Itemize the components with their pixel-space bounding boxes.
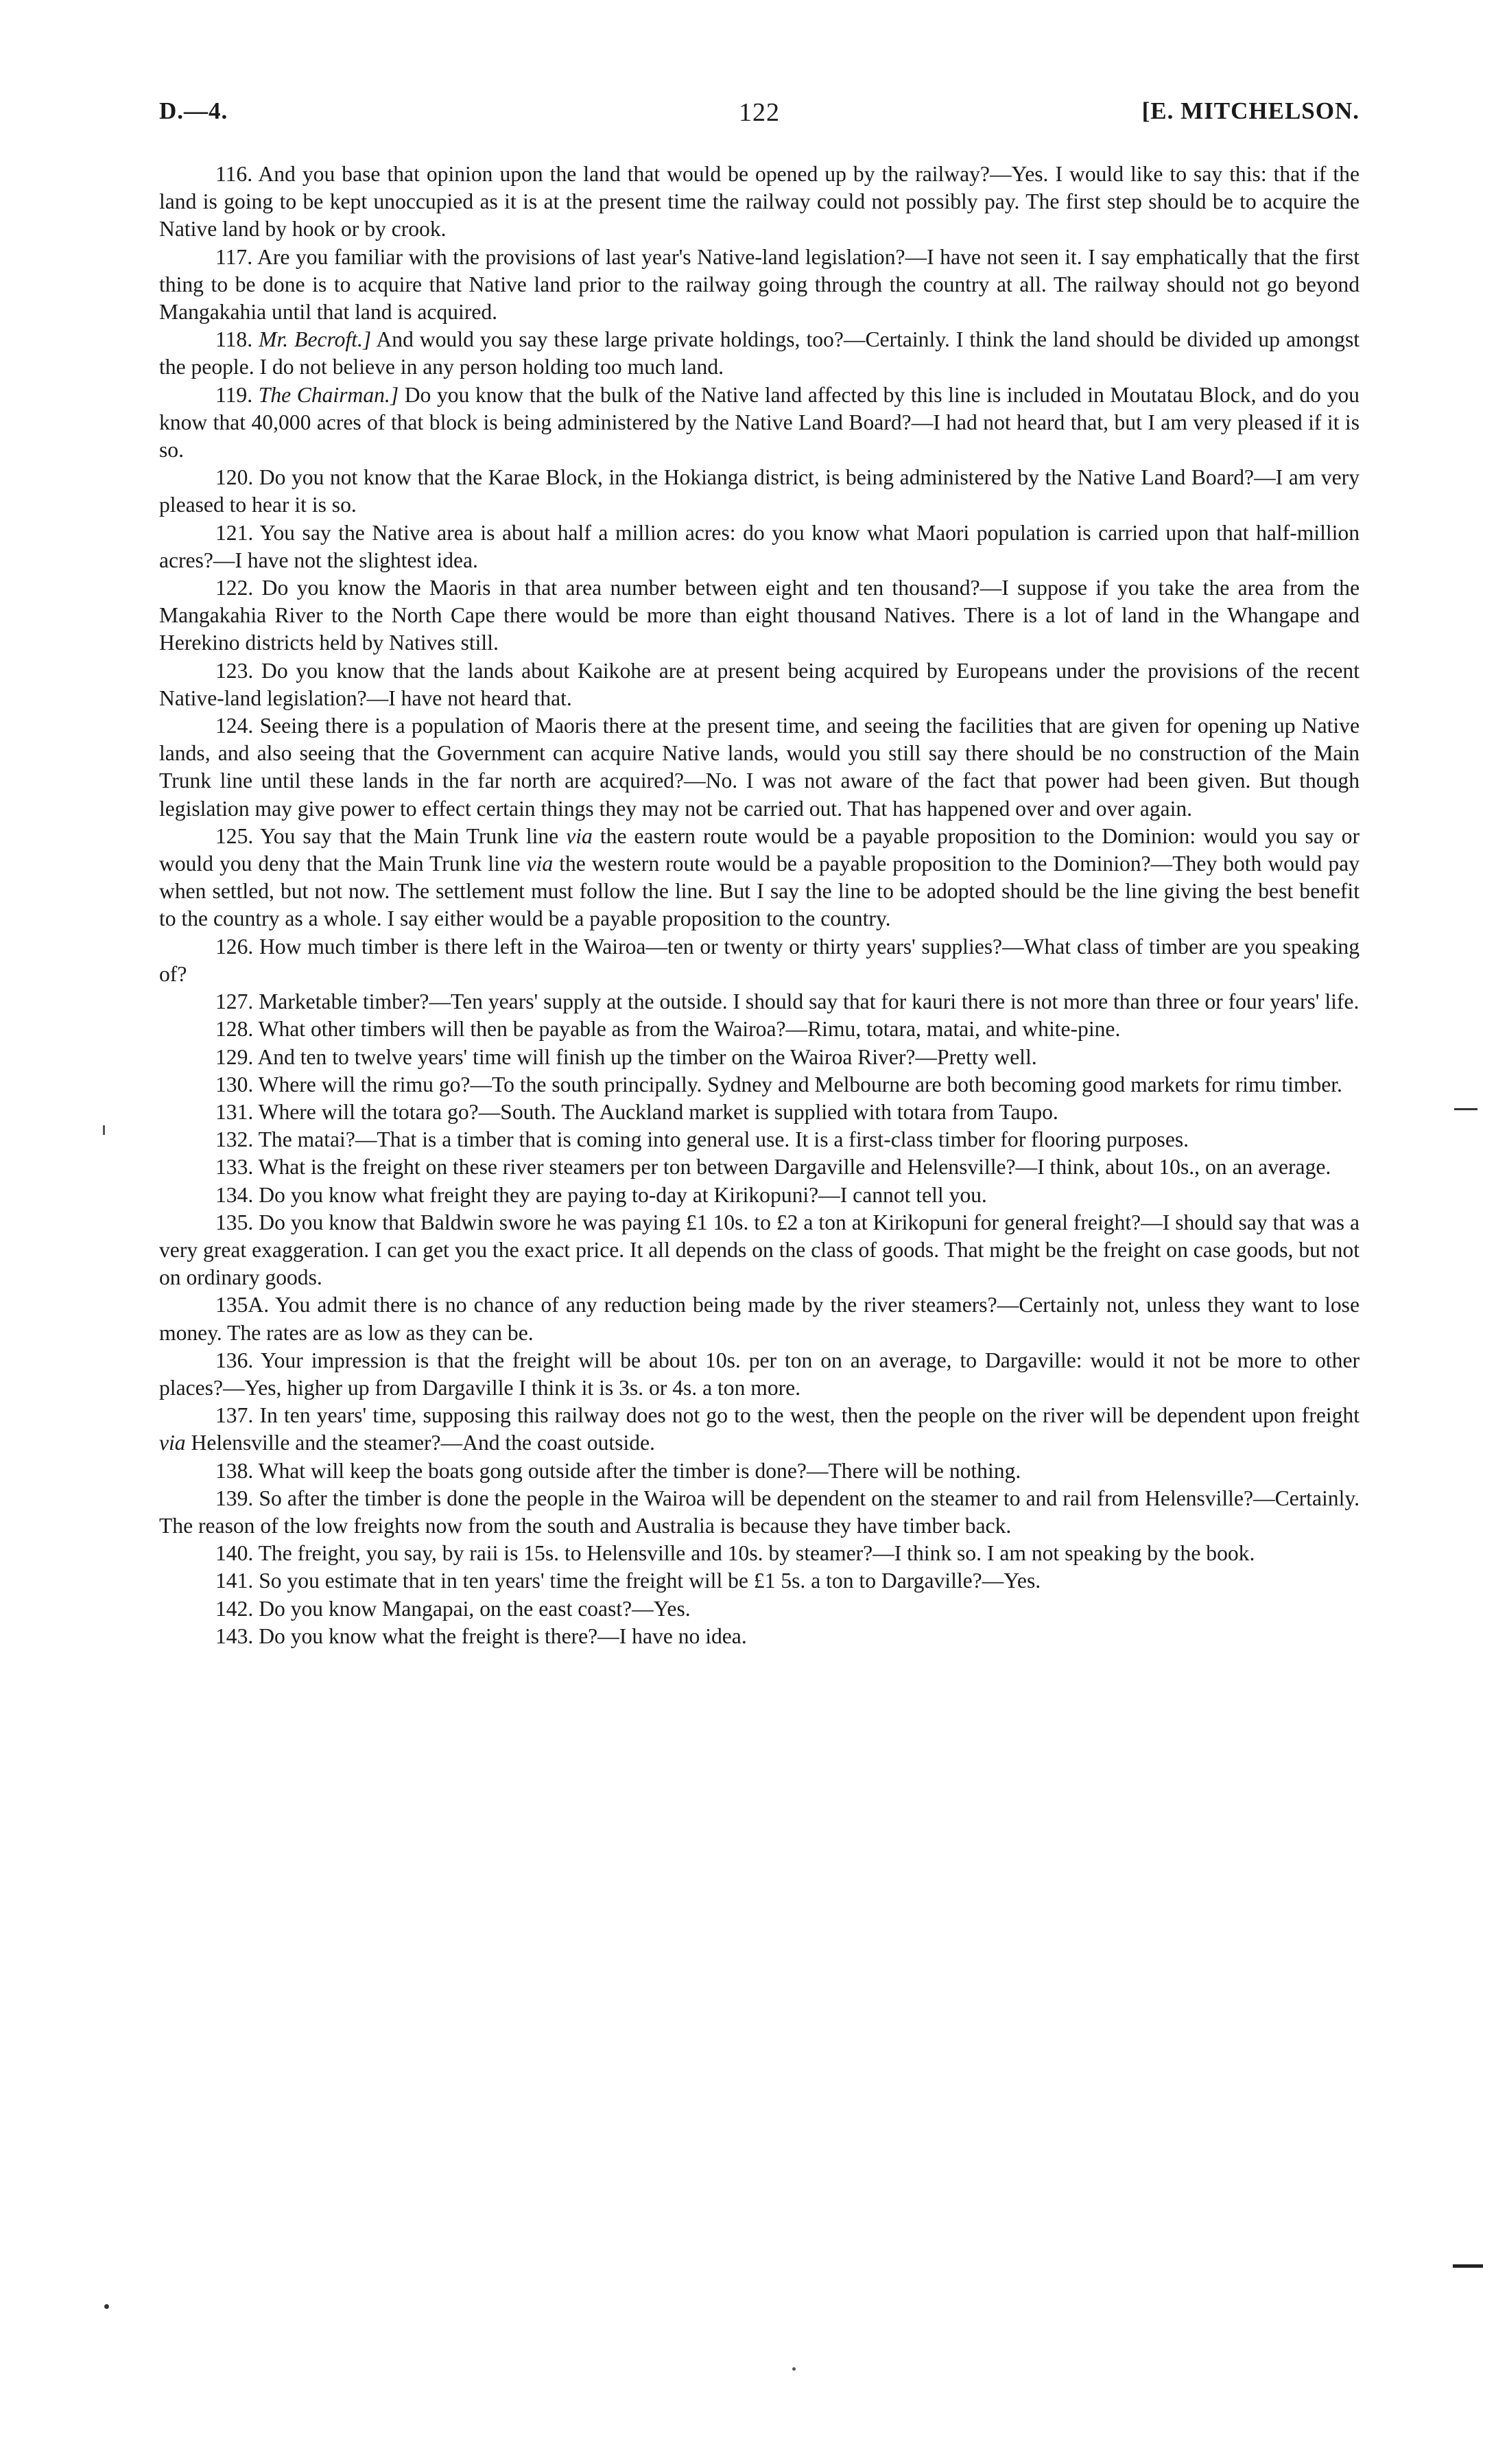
question-paragraph: 117. Are you familiar with the provisions of last year's Native-land legislation?—I have not seen it. I say emphatically that the first thing to be done is to acquire that Native land prior to the railway going through the country at all. The railway should not go beyond Mangakahia until that land is acquired. xyxy=(159,244,1360,325)
margin-mark-dash xyxy=(1453,2264,1483,2268)
question-paragraph: 131. Where will the totara go?—South. The Auckland market is supplied with totara from Taupo. xyxy=(215,1099,1058,1124)
question-paragraph: 123. Do you know that the lands about Kaikohe are at present being acquired by Europeans under the provisions of the recent Native-land legislation?—I have not heard that. xyxy=(159,658,1360,710)
question-paragraph: 141. So you estimate that in ten years' time the freight will be £1 5s. a ton to Dargaville?—Yes. xyxy=(215,1569,1041,1593)
evidence-text xyxy=(159,161,1360,1650)
question-paragraph: 126. How much timber is there left in the Wairoa—ten or twenty or thirty years' supplies?—What class of timber are you speaking of? xyxy=(159,934,1360,986)
question-paragraph: 140. The freight, you say, by raii is 15s. to Helensville and 10s. by steamer?—I think so. I am not speaking by the book. xyxy=(215,1541,1255,1566)
question-paragraph: 138. What will keep the boats gong outside after the timber is done?—There will be nothing. xyxy=(215,1458,1021,1483)
question-paragraph: 143. Do you know what the freight is there?—I have no idea. xyxy=(215,1623,747,1648)
speaker-label: The Chairman.] xyxy=(258,382,399,407)
question-paragraph: 121. You say the Native area is about half a million acres: do you know what Maori population is carried upon that half-million acres?—I have not the slightest idea. xyxy=(159,520,1360,572)
document-page xyxy=(159,97,1360,1650)
question-paragraph: 129. And ten to twelve years' time will finish up the timber on the Wairoa River?—Pretty well. xyxy=(215,1044,1037,1069)
page-header xyxy=(159,97,1360,145)
question-paragraph: 130. Where will the rimu go?—To the south principally. Sydney and Melbourne are both becoming good markets for rimu timber. xyxy=(215,1072,1342,1096)
question-paragraph: 135. Do you know that Baldwin swore he was paying £1 10s. to £2 a ton at Kirikopuni for general freight?—I should say that was a very great exaggeration. I can get you the exact price. It all depends on the class of goods. That might be the freight on case goods, but not on ordinary goods. xyxy=(159,1210,1360,1290)
question-paragraph: 133. What is the freight on these river steamers per ton between Dargaville and Helensville?—I think, about 10s., on an average. xyxy=(215,1155,1331,1180)
question-paragraph: 122. Do you know the Maoris in that area number between eight and ten thousand?—I suppose if you take the area from the Mangakahia River to the North Cape there would be more than eight thousand Natives. There is a lot of land in the Whangape and Herekino districts held by Natives still. xyxy=(159,576,1360,655)
question-paragraph: 116. And you base that opinion upon the land that would be opened up by the railway?—Yes. I would like to say this: that if the land is going to be kept unoccupied as it is at the present time the railway could not possibly pay. The first step should be to acquire the Native land by hook or by crook. xyxy=(159,162,1360,242)
question-paragraph: 118. Mr. Becroft.] And would you say these large private holdings, too?—Certainly. I think the land should be divided up amongst the people. I do not believe in any person holding too much land. xyxy=(159,327,1360,379)
question-paragraph: 142. Do you know Mangapai, on the east coast?—Yes. xyxy=(215,1596,691,1621)
page-number: 122 xyxy=(739,98,780,127)
margin-mark-dot xyxy=(792,2367,796,2371)
question-paragraph: 125. You say that the Main Trunk line via the eastern route would be a payable proposition to the Dominion: would you say or would you deny that the Main Trunk line via the western route would be a payable proposition to the Dominion?—They both would pay when settled, but not now. The settlement must follow the line. But I say the line to be adopted should be the line giving the best benefit to the country as a whole. I say either would be a payable proposition to the country. xyxy=(159,823,1360,931)
question-paragraph: 127. Marketable timber?—Ten years' supply at the outside. I should say that for kauri there is not more than three or four years' life. xyxy=(215,989,1360,1014)
margin-mark-dash xyxy=(1454,1108,1478,1110)
speaker-label: Mr. Becroft.] xyxy=(259,327,372,352)
question-paragraph: 135A. You admit there is no chance of any reduction being made by the river steamers?—Certainly not, unless they want to lose money. The rates are as low as they can be. xyxy=(159,1293,1360,1345)
question-paragraph: 136. Your impression is that the freight will be about 10s. per ton on an average, to Dargaville: would it not be more to other places?—Yes, higher up from Dargaville I think it is 3s. or 4s. a ton more. xyxy=(159,1348,1360,1400)
margin-mark-dot xyxy=(104,2304,109,2309)
document-code: D.—4. xyxy=(159,97,228,124)
question-paragraph: 119. The Chairman.] Do you know that the bulk of the Native land affected by this line is included in Moutatau Block, and do you know that 40,000 acres of that block is being administered by the Native Land Board?—I had not heard that, but I am very pleased if it is so. xyxy=(159,382,1360,462)
margin-mark-tick xyxy=(103,1125,105,1135)
question-paragraph: 139. So after the timber is done the people in the Wairoa will be dependent on the steamer to and rail from Helensville?—Certainly. The reason of the low freights now from the south and Australia is because they have timber back. xyxy=(159,1486,1360,1538)
witness-name: [E. MITCHELSON. xyxy=(1141,97,1360,124)
question-paragraph: 124. Seeing there is a population of Maoris there at the present time, and seeing the facilities that are given for opening up Native lands, and also seeing that the Government can acquire Native lands, would you still say there should be no construction of the Main Trunk line until these lands in the far north are acquired?—No. I was not aware of the fact that power had been given. But though legislation may give power to effect certain things they may not be carried out. That has happened over and over again. xyxy=(159,714,1360,821)
question-paragraph: 120. Do you not know that the Karae Block, in the Hokianga district, is being administered by the Native Land Board?—I am very pleased to hear it is so. xyxy=(159,465,1360,517)
question-paragraph: 132. The matai?—That is a timber that is coming into general use. It is a first-class timber for flooring purposes. xyxy=(215,1127,1189,1152)
question-paragraph: 128. What other timbers will then be payable as from the Wairoa?—Rimu, totara, matai, and white-pine. xyxy=(215,1017,1121,1042)
question-paragraph: 137. In ten years' time, supposing this railway does not go to the west, then the people on the river will be dependent upon freight via Helensville and the steamer?—And the coast outside. xyxy=(159,1403,1360,1455)
question-paragraph: 134. Do you know what freight they are paying to-day at Kirikopuni?—I cannot tell you. xyxy=(215,1182,987,1207)
